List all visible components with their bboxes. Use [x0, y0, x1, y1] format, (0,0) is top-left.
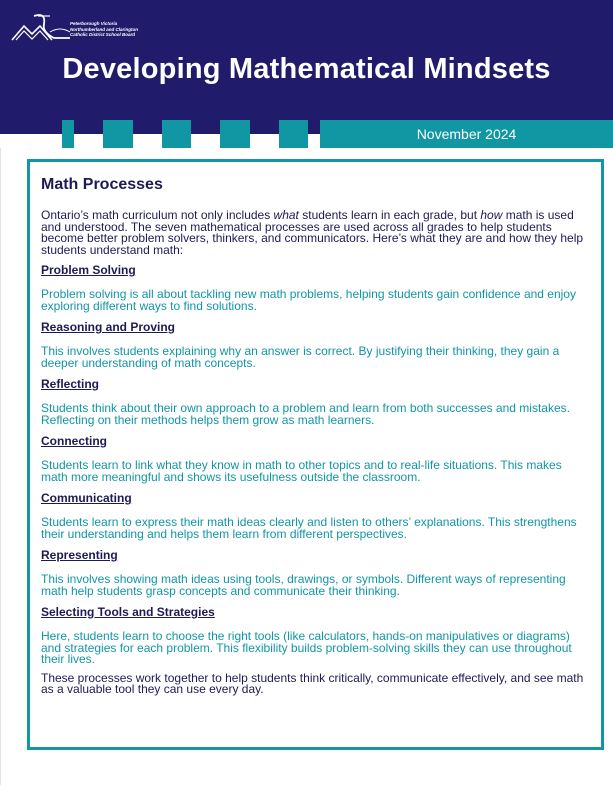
process-desc-reflecting: Students think about their own approach to a problem and learn from both successes and mistakes. Reflecting on their methods helps them grow as math learners.: [41, 401, 570, 427]
newsletter-title: Developing Mathematical Mindsets: [62, 53, 551, 85]
newsletter-header: [0, 0, 613, 134]
process-desc-reasoning: This involves students explaining why an answer is correct. By justifying their thinking, they gain a deeper understanding of math concepts.: [41, 344, 560, 370]
process-desc-selecting-tools: Here, students learn to choose the right tools (like calculators, hands-on manipulatives or diagrams) and strategies for each problem. This flexibility builds problem-solving skills they can use throughout their lives.: [41, 629, 572, 666]
school-board-name: Peterborough Victoria Northumberland and Clarington Catholic District School Board: [70, 21, 138, 37]
process-title-reflecting: Reflecting: [41, 377, 100, 391]
intro-paragraph: Ontario’s math curriculum not only includes what students learn in each grade, but how math is used and understood. The seven mathematical processes are used across all grades to help students become better problem solvers, thinkers, and communicators. Here’s what they are and how they help students understand math:: [41, 208, 584, 257]
decor-block: [162, 120, 191, 148]
decor-block: [279, 120, 308, 148]
section-heading: Math Processes: [41, 176, 163, 193]
process-title-connecting: Connecting: [41, 434, 107, 448]
process-title-communicating: Communicating: [41, 491, 132, 505]
process-title-representing: Representing: [41, 548, 118, 562]
process-desc-connecting: Students learn to link what they know in math to other topics and to real-life situations. This makes math more meaningful and shows its usefulness outside the classroom.: [41, 458, 562, 484]
issue-date: [320, 120, 613, 148]
decor-block: [220, 120, 250, 148]
process-title-reasoning: Reasoning and Proving: [41, 320, 176, 334]
page-edge: [0, 148, 1, 785]
process-desc-communicating: Students learn to express their math ideas clearly and listen to others’ explanations. This strengthens their understanding and helps them learn from different perspectives.: [41, 515, 577, 541]
decor-block: [103, 120, 133, 148]
process-title-problem-solving: Problem Solving: [41, 263, 136, 277]
decor-block: [62, 120, 74, 148]
process-title-selecting-tools: Selecting Tools and Strategies: [41, 605, 215, 619]
content-box: [27, 159, 604, 750]
process-desc-representing: This involves showing math ideas using tools, drawings, or symbols. Different ways of representing math help students grasp concepts and communicate their thinking.: [41, 572, 566, 598]
process-desc-problem-solving: Problem solving is all about tackling new math problems, helping students gain confidence and enjoy exploring different ways to find solutions.: [41, 287, 576, 313]
closing-paragraph: These processes work together to help students think critically, communicate effectively, and see math as a valuable tool they can use every day.: [41, 670, 584, 696]
issue-date-text: November 2024: [416, 126, 517, 142]
